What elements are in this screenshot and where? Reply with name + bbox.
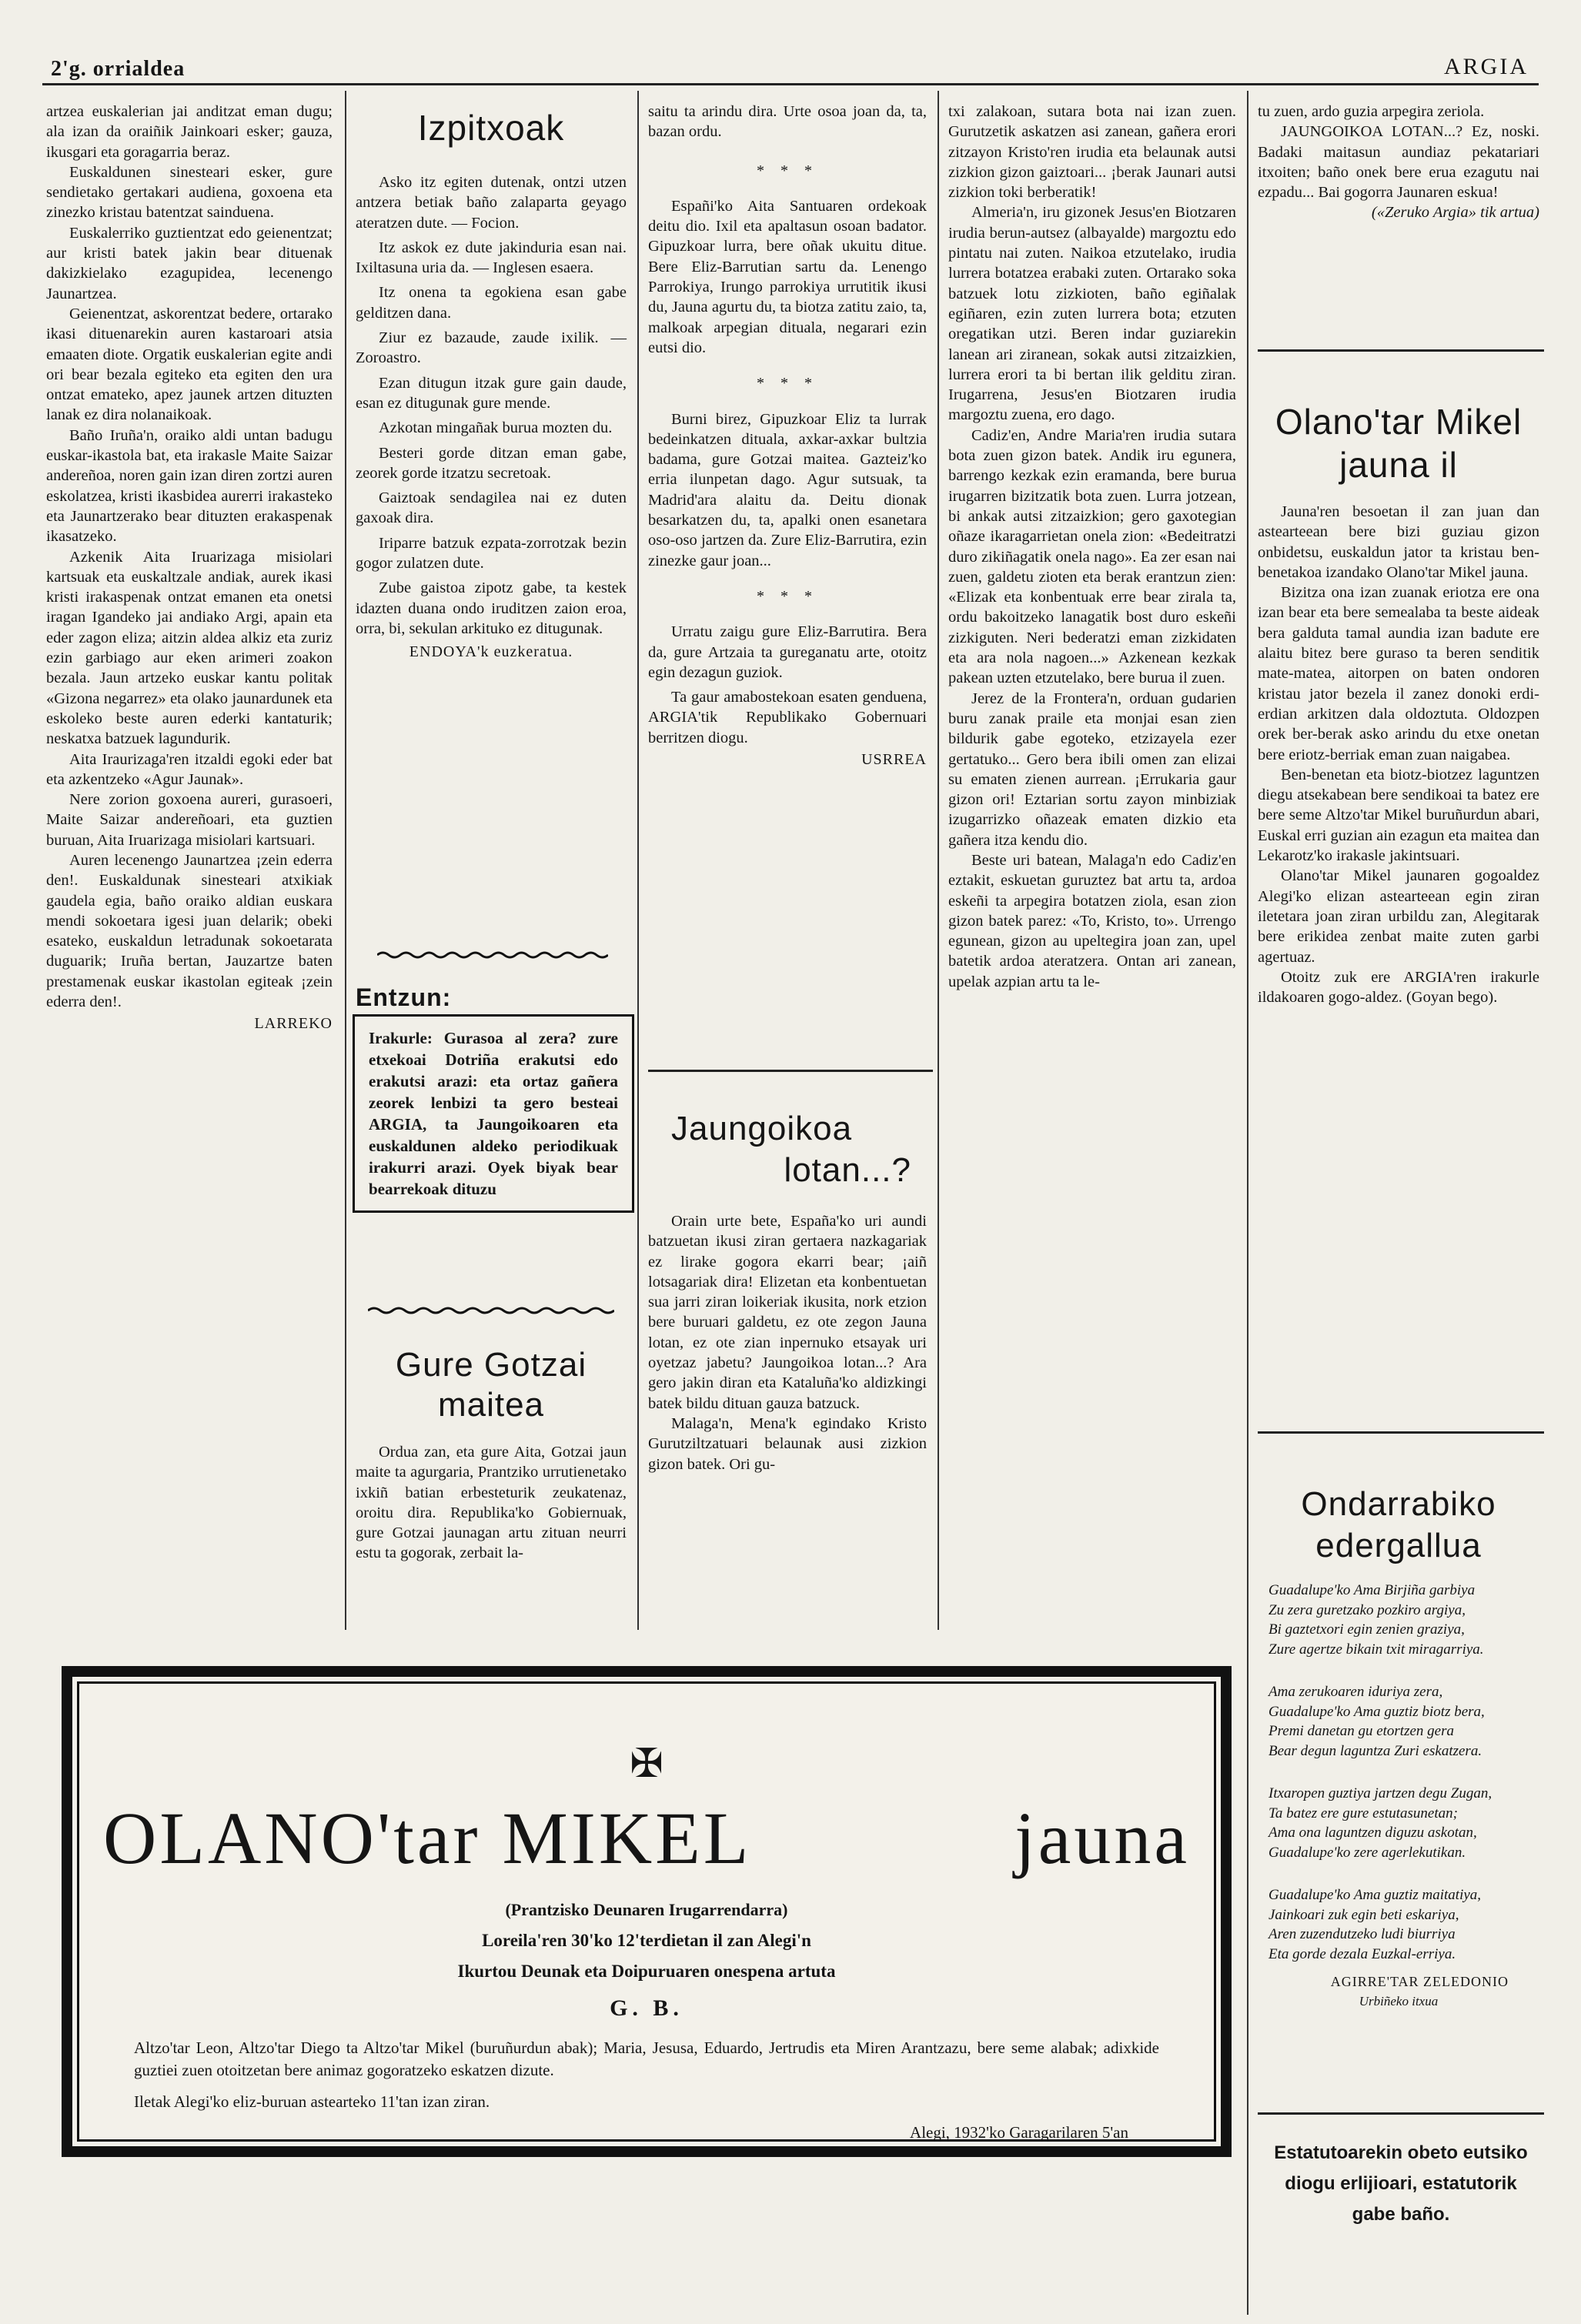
poem-author: AGIRRE'TAR ZELEDONIO [1330,1974,1509,1989]
jaungoikoa-paragraph: Malaga'n, Mena'k egindako Kristo Gurutziltzatuari belaunak ausi zizkion gizon batek. Ori gu- [648,1414,927,1473]
poem-line: Ama zerukoaren iduriya zera, [1268,1684,1443,1700]
poem-stanza [1268,1682,1539,1761]
col3-paragraph: Urratu zaigu gure Eliz-Barrutira. Bera da, gure Artzaia ta gureganatu arte, otoitz egin dezagun guziok. [648,623,927,681]
col3-paragraph: Españi'ko Aita Santuaren ordekoak deitu dio. Ixil eta apaltasun osoan badator. Gipuzkoar lurra, bere oñak ukuitu ditue. Bere Eliz-Barrutian sartu da. Lenengo Parrokiya, Irungo parrokiya urrutitik ikusi du, Jauna agurtu du, ta biotza zatitu zaio, ta, malkoak arpegian dituala, negarari ezin eutsi dio. [648,197,927,356]
olano-paragraph: Ben-benetan eta biotz-biotzez laguntzen diegu atsekabean bere sendikoai ta batez ere bere seme Altzo'tar Mikel buruñurdun abari, Euskal erri guzian ain ezagun eta maitea dan Lekarotz'ko irakasle jakintsuari. [1258,766,1539,865]
funeral-line: Iletak Alegi'ko eliz-buruan astearteko 11'tan izan ziran. [134,2092,490,2111]
column-divider-4 [1247,91,1248,2315]
col3-paragraph: Ta gaur amabostekoan esaten genduena, ARGIA'tik Republikako Gobernuari berritzen diogu. [648,689,927,746]
column-5 [1258,102,1539,223]
section-stars: * * * [757,162,818,179]
closing-slogan: Estatutoarekin obeto eutsiko diogu erlijioari, estatutorik gabe baño. [1274,2142,1528,2225]
order-line: (Prantzisko Deunaren Irugarrendarra) [505,1900,788,1919]
aphorism: Zube gaistoa zipotz gabe, ta kestek idazten duana ondo iruditzen zaion eroa, orra, bi, sekulan arkituko ez ditugunak. [356,579,627,637]
wavy-divider [377,950,608,960]
col1-paragraph: Auren lecenengo Jaunartzea ¡zein ederra den!. Euskaldunak sinesteari atxikiak gaudela egia, baño oraiko aldian euskara mendi sokoetara igesi juan delarik; obeki esateko, euskaldun letradunak sokoetarata duguarik; Iruña bertan, Jauzartze baten prestamenak euskar ikastolan egiteak ¡zein ederra den!. [46,851,333,1011]
cross-icon: ✠ [630,1742,663,1786]
page-number-label: 2'g. orrialdea [51,57,186,81]
col4-paragraph: Beste uri batean, Malaga'n edo Cadiz'en eztakit, eskuetan guruztez bat artu ta, ardoa eskeñi ta arpegira botatzen ziola, esan zion gizon batek parez: «To, Kristo, to». Urrengo egunean, gizon au upeltegira joan zan, upel batetik ardoa ateratzera. Ontan ari zanean, upelak azpian artu ta le- [948,851,1236,990]
olano-paragraph: Olano'tar Mikel jaunaren gogoaldez Alegi'ko elizan astearteean egin ziran iletetara joan ziran urbildu zan, Alegitarak bere erikidea zenbat maite zuten garbi agertuaz. [1258,867,1539,966]
wavy-divider [368,1306,614,1315]
poem-line: Ama ona laguntzen diguzu askotan, [1268,1825,1477,1841]
place-date-line: Alegi, 1932'ko Garagarilaren 5'an [910,2123,1128,2142]
jaungoikoa-title-line-1: Jaungoikoa [671,1110,853,1147]
aphorism: Gaiztoak sendagilea nai ez duten gaxoak dira. [356,489,627,527]
section-rule [648,1070,933,1072]
poem-line: Zu zera guretzako pozkiro argiya, [1268,1601,1466,1618]
source-credit: («Zeruko Argia» tik artua) [1371,204,1539,222]
col1-paragraph: Euskalerriko guztientzat edo geienentzat; aur kristi batek jakin bear dituenak dakizkielako ezagupidea, lecenengo Jaunartzea. [46,224,333,302]
column-2 [356,102,627,663]
poem-line: Bi gaztetxori egin zenien graziya, [1268,1621,1465,1638]
entzun-title: Entzun: [356,983,452,1011]
deceased-title: jauna [1014,1797,1190,1879]
poem-line: Guadalupe'ko zere agerlekutikan. [1268,1844,1466,1861]
entzun-box: Irakurle: Gurasoa al zera? zure etxekoai Dotriña erakutsi edo erakutsi arazi: eta ortaz gañera zeorek lenbizi ta gero besteai ARGIA, ta Jaungoikoaren eta euskaldunen aldeko periodikuak irakurri arazi. Oyek biyak bear bearrekoak dituzu [353,1014,634,1213]
poem [1258,1581,1539,1964]
section-rule [1258,349,1544,352]
aphorism: Asko itz egiten dutenak, ontzi utzen antzera betiak baño zalaparta geyago ateratzen dute. — Focion. [356,174,627,232]
col3-paragraph: saitu ta arindu dira. Urte osoa joan da, ta, bazan ordu. [648,103,927,141]
col5-paragraph: tu zuen, ardo guzia arpegira zeriola. [1258,103,1485,120]
col1-paragraph: Geienentzat, askorentzat bedere, ortarako ikasi dituenarekin auren kastaroari atsia emaaten diote. Orgatik euskalerian egite andi ori bear bezala egiteko eta egiten den ura ontzat emateko, apez jaunek artzen dituzten lanak ez dira nolanaikoak. [46,305,333,424]
col3-signature: USRREA [861,751,927,769]
poem-line: Premi danetan gu etortzen gera [1268,1723,1454,1739]
death-notice [62,1666,1232,2157]
jaungoikoa-paragraph: Orain urte bete, España'ko uri aundi batzuetan ikusi ziran gertaera nazkagariak ez lirake gogora ekarri bear; ¡aiñ lotsagariak dira! Elizetan eta konbentuetan sua jarri ziran loikeriak ikusita, nork etzion bere buruari galdetu, ez ote zegon Jauna lotan, ez ote zian inpernuko etsayak uri oyetzaz jabetu? Jaungoikoa lotan...? Ara gero jakin diran eta Kataluña'ko aldizkingi batek bildu dituan gauza batzuck. [648,1213,927,1412]
col4-paragraph: Almeria'n, iru gizonek Jesus'en Biotzaren irudia berun-autsez (albayalde) margoztu edo pintatu nai zuten. Naikoa etzutelako, irudia lurrera botatzea erabaki zuten. Ortarako soka batzuek lotu zizkioten, baño egiñalak egiñaren, ezin zuten lurrera bota; etzuten oregatikan utzi. Beren indar guziarekin lanean ari ziranean, sokak autsi zitzaizkien, lurrera erori ta bi bertan ilik gelditu ziran. Irugarrena, Jesus'en Biotzaren irudia margoztu zuena, ero dago. [948,204,1236,424]
col4-paragraph: Jerez de la Frontera'n, orduan gudarien buru zanak praile eta monjai esan zien bildurik gabe egoteko, etzizayela ezer gertatuko... Gero bera ibili omen zan elizai su ematen zienen aurrean. ¡Errukaria gaur gizon ori! Eztarian sortu zayon minbiziak izugarrizko oñazeak ematen dizkio eta gañera itza kendu dio. [948,690,1236,849]
poem-line: Bear degun laguntza Zuri eskatzera. [1268,1742,1482,1759]
ondarrabiko-article [1258,1484,1539,2026]
col1-paragraph: Baño Iruña'n, oraiko aldi untan badugu euskar-ikastola bat, eta irakasle Maite Saizar andereñoa, noren gain izan diren zortzi auren eskolatzea, kristi ikasbidea aurerri irakasteko eta Jaunartzerako bear dituzten erakaspenak ikasatzeko. [46,426,333,546]
aphorism: Iriparre batzuk ezpata-zorrotzak bezin gogor zulatzen dute. [356,534,627,573]
poem-place: Urbiñeko itxua [1359,1994,1439,2009]
header-rule [42,83,1539,85]
gotzai-article [356,1345,627,1564]
poem-stanza [1268,1885,1539,1964]
col1-paragraph: Euskaldunen sinesteari esker, gure sendietako gertakari audiena, goxoena eta zinezko kristau batentzat sainduena. [46,163,333,222]
gotzai-paragraph: Ordua zan, eta gure Aita, Gotzai jaun maite ta agurgaria, Prantziko urrutienetako ixkiñ batian erbesteturik zeukatenaz, oroitu dira. Republika'ko Gobiernuak, gure Gotzai jaunagan artu zituan neurri estu ta gogorak, zerbait la- [356,1444,627,1562]
aphorism: Itz onena ta egokiena esan gabe gelditzen dana. [356,284,627,322]
family-list: Altzo'tar Leon, Altzo'tar Diego ta Altzo'tar Mikel (buruñurdun abak); Maria, Jesusa, Eduardo, Jertrudis eta Miren Arantzazu, bere seme alabak; adixkide guztiei zuen otoitzetan bere animaz gogoratzeko eskatzen dizute. [134,2039,1159,2079]
column-1 [46,102,333,1034]
column-4 [948,102,1236,992]
olano-paragraph: Otoitz zuk ere ARGIA'ren irakurle ildakoaren gogo-aldez. (Goyan bego). [1258,968,1539,1007]
rites-line: Ikurtou Deunak eta Doipuruaren onespena artuta [457,1962,836,1981]
column-divider-3 [938,91,939,1630]
ondarrabiko-title-line-2: edergallua [1315,1527,1482,1564]
poem-line: Aren zuzendutzeko ludi biurriya [1268,1926,1456,1942]
section-stars: * * * [757,587,818,605]
column-3 [648,102,927,770]
aphorism: Ezan ditugun itzak gure gain daude, esan ez ditugunak gure mende. [356,374,627,412]
column-divider-1 [345,91,346,1630]
poem-line: Guadalupe'ko Ama Birjiña garbiya [1268,1582,1476,1598]
aphorism: Azkotan mingañak burua mozten du. [379,419,613,437]
poem-stanza [1268,1581,1539,1659]
section-rule [1258,1431,1544,1434]
col1-paragraph: Aita Iraurizaga'ren itzaldi egoki eder bat eta azkentzeko «Agur Jaunak». [46,750,333,788]
death-line: Loreila'ren 30'ko 12'terdietan il zan Alegi'n [482,1931,811,1950]
poem-line: Guadalupe'ko Ama guztiz maitatiya, [1268,1887,1482,1903]
col1-paragraph: Azkenik Aita Iruarizaga misiolari kartsuak eta euskaltzale andiak, aurek ikasi kristi irakaspenak ontzat emanen eta onetsi iragan Igandeko jai andiako Argi, apain eta eder zagon eliza; aitzin aldea alkiz eta zuriz ezin garbiago aur eken arimeri zoakon bezala. Jaun artzeko euskar kantu politak «Gizona negarrez» eta olako jaunardunek eta eskoleko beste auren ederki kantaturik; neskatxa batzuek lagundurik. [46,548,333,748]
poem-line: Eta gorde dezala Euzkal-erriya. [1268,1945,1456,1962]
poem-stanza [1268,1784,1539,1862]
olano-title-line-1: Olano'tar Mikel [1275,402,1523,442]
section-stars: * * * [757,375,818,392]
col4-paragraph: txi zalakoan, sutara bota nai izan zuen. Gurutzetik askatzen asi zanean, gañera erori zitzayon Kristo'ren irudia eta belaunak autsi zizkion gizon gaiztoari... ¡berak Jaunari autsi zizkion toki berberatik! [948,103,1236,202]
initials: G. B. [610,1995,684,2021]
col1-paragraph: Nere zorion goxoena aureri, gurasoeri, Maite Saizar andereñoari, eta guztien buruan, Aita Iruarizaga misiolari kartsuari. [46,791,333,849]
jaungoikoa-article [648,1108,927,1474]
olano-paragraph: Bizitza ona izan zuanak eriotza ere ona izan bear eta bere semealaba ta beste aideak bera galduta tamal aundia izan badute ere alaitu bitez bere guraso ta beren senditik mate-matea, aitorpen on baten ondoren kristau jator bezela il zanez donoki erdi-erdian arkitzen dala oldoztuta. Oldozpen orek ber-berak asko arindu du etxe onetan bere eriotz-berriak eman zuan naigabea. [1258,584,1539,763]
olano-article [1258,400,1539,1007]
col4-paragraph: Cadiz'en, Andre Maria'ren irudia sutara bota zuen gizon batek. Andik iru egunera, barrengo kezkak ezin eramanda, bere burua irugarren bizitzatik bota zuen. Lurra jotzean, bi ankak autsi zitzaizkion; gero gaxotegian oñaze ikaragarrietan onela zion: «Bedeitratzi duro zikiñagatik onela nago». Ea zer esan nai zuen, galdetu zioten eta berak erantzun zien: «Elizak eta konbentuak erre bear zirala ta, ordu bakoitzeko lanagatik bost duro eskeñi zizkiguten. Neri bederatzi eman zizkidaten eta ara nola nagoen...» Azkenean kezkak pakean uzten etzutelako, bere burua il zuen. [948,426,1236,687]
col3-paragraph: Burni birez, Gipuzkoar Eliz ta lurrak bedeinkatzen dituala, axkar-axkar bultzia badama, gure Gotzai maitea. Gazteiz'ko erria ilunpetan dago. Agur sutsuak, ta Madrid'ara alaitu da. Deitu dionak besarkatzen du, ta, apalki onen esanetara oso-oso jartzen da. Zure Eliz-Barrutira, ezin zinezke gaur joan... [648,410,927,569]
poem-line: Guadalupe'ko Ama guztiz biotz bera, [1268,1703,1485,1720]
poem-line: Jainkoari zuk egin beti eskariya, [1268,1906,1459,1923]
col1-signature: LARREKO [254,1015,333,1033]
col1-paragraph: artzea euskalerian jai anditzat eman dugu; ala izan da oraiñik Jainkoari esker; gauza, ikusgari eta goragarria beraz. [46,103,333,161]
jaungoikoa-title-line-2: lotan...? [784,1151,911,1189]
olano-title-line-2: jauna il [1339,445,1458,485]
gotzai-title-line-2: maitea [437,1386,545,1424]
izpitxoak-title: Izpitxoak [417,108,565,148]
col5-paragraph: JAUNGOIKOA LOTAN...? Ez, noski. Badaki maitasun aundiaz pekatariari itxoiten; baño onek bere erua ezagutu nai ezpadu... Bai gogorra Jaunaren eskua! [1258,123,1539,202]
aphorism: Besteri gorde ditzan eman gabe, zeorek gorde itzatzu secretoak. [356,444,627,482]
deceased-name: OLANO'tar MIKEL [103,1797,752,1879]
olano-paragraph: Jauna'ren besoetan il zan juan dan astearteean bere bizi guziau gizon onbidetsu, euskaldun jator ta kristau ben-benetakoa izandako Olano'tar Mikel jauna. [1258,503,1539,581]
poem-line: Zure agertze bikain txit miragarriya. [1268,1641,1484,1658]
masthead-title: ARGIA [1444,54,1529,79]
aphorism: Itz askok ez dute jakinduria esan nai. Ixiltasuna uria da. — Inglesen esaera. [356,239,627,277]
gotzai-title-line-1: Gure Gotzai [395,1346,587,1384]
aphorism: Ziur ez bazaude, zaude ixilik. — Zoroastro. [356,329,627,367]
poem-line: Itxaropen guztiya jartzen degu Zugan, [1268,1785,1492,1801]
poem-line: Ta batez ere gure estutasunetan; [1268,1805,1458,1821]
ondarrabiko-title-line-1: Ondarrabiko [1301,1485,1496,1523]
column-divider-2 [637,91,639,1630]
section-rule [1258,2112,1544,2115]
aphorisms-signature: ENDOYA'k euzkeratua. [409,643,573,661]
